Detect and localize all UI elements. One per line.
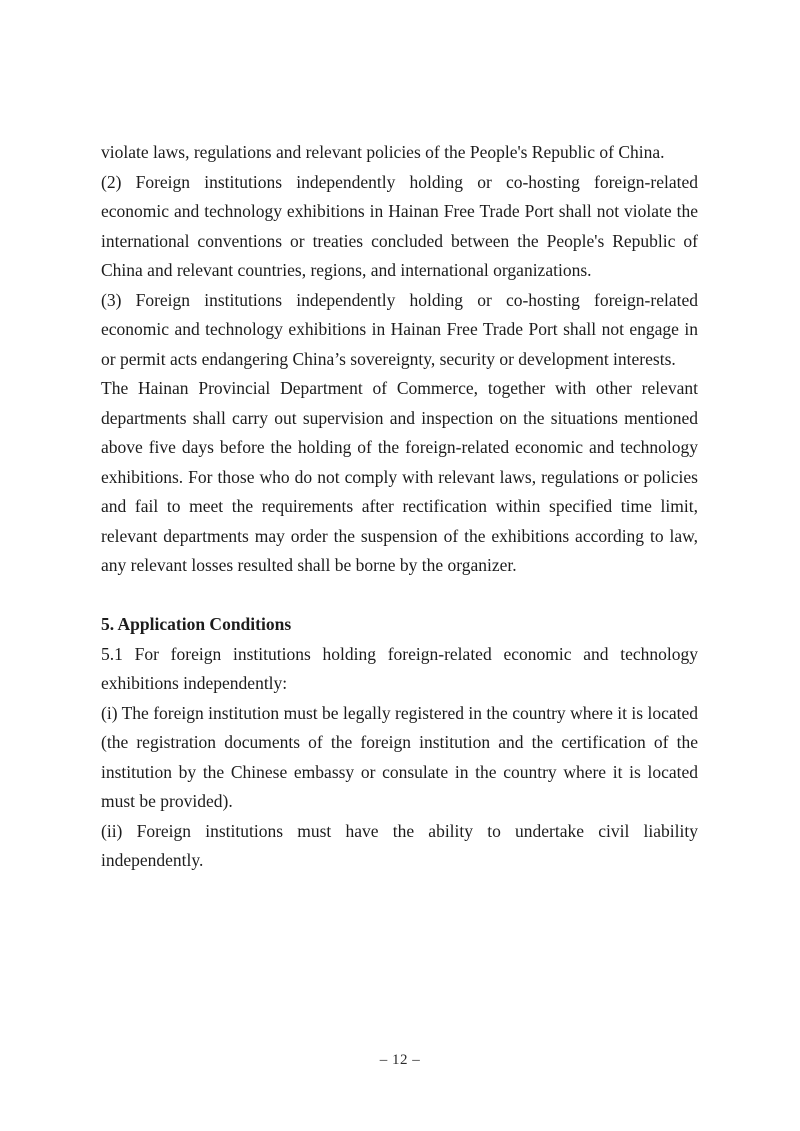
section-heading: 5. Application Conditions [101,614,292,634]
paragraph: The Hainan Provincial Department of Commerce, together with other relevant departments shall carry out supervision and inspection on the situations mentioned above five days before the holding of the foreign-related economic and technology exhibitions. For those who do not comply with relevant laws, regulations or policies and fail to meet the requirements after rectification within specified time limit, relevant departments may order the suspension of the exhibitions according to law, any relevant losses resulted shall be borne by the organizer. [101,378,698,575]
paragraph: violate laws, regulations and relevant policies of the People's Republic of China. [101,142,665,162]
paragraph: 5.1 For foreign institutions holding foreign-related economic and technology exhibitions independently: [101,643,698,693]
paragraph: (i) The foreign institution must be legally registered in the country where it is located (the registration documents of the foreign institution and the certification of the institution by the Chinese embassy or consulate in the country where it is located must be provided). [101,702,698,811]
paragraph: (ii) Foreign institutions must have the ability to undertake civil liability independently. [101,820,698,870]
document-body [101,138,698,876]
paragraph: (3) Foreign institutions independently holding or co-hosting foreign-related economic and technology exhibitions in Hainan Free Trade Port shall not engage in or permit acts endangering China’s sovereignty, security or development interests. [101,289,698,369]
page-number: – 12 – [379,1052,421,1068]
paragraph: (2) Foreign institutions independently holding or co-hosting foreign-related economic and technology exhibitions in Hainan Free Trade Port shall not violate the international conventions or treaties concluded between the People's Republic of China and relevant countries, regions, and international organizations. [101,171,698,280]
